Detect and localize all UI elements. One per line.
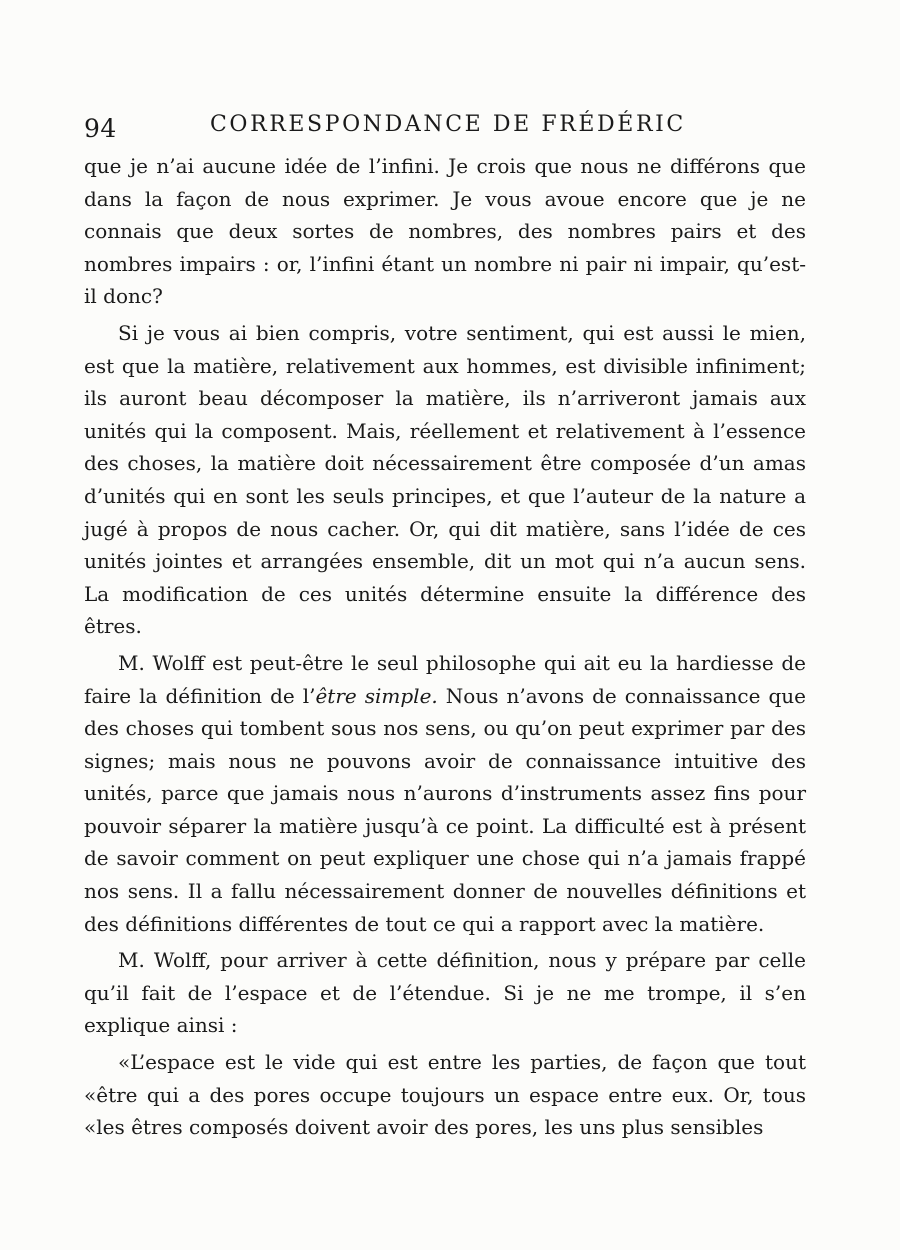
paragraph-1: que je n’ai aucune idée de l’infini. Je crois que nous ne différons que dans la façon de nous exprimer. Je vous avoue encore que je ne connais que deux sortes de nombres, des nombres pairs et des nombres impairs : or, l’infini étant un nombre ni pair ni impair, qu’est-il donc? <box>84 154 806 309</box>
paragraph-5-quotation: «L’espace est le vide qui est entre les parties, de façon que tout «être qui a des pores occupe toujours un espace entre eux. Or, tous «les êtres composés doivent avoir des pores, les uns plus sensibles <box>84 1050 806 1140</box>
page-number: 94 <box>84 114 117 143</box>
paragraph-3-part-1: M. Wolff est peut-être le seul philosophe qui ait eu la hardiesse de faire la définition de l’ <box>84 650 806 708</box>
paragraph-4: M. Wolff, pour arriver à cette définition, nous y prépare par celle qu’il fait de l’espace et de l’étendue. Si je ne me trompe, il s’en explique ainsi : <box>84 948 806 1038</box>
body-text <box>84 150 806 1148</box>
paragraph-3 <box>84 647 806 940</box>
paragraph-3-italic-term: être simple. <box>315 683 438 708</box>
page-header <box>84 108 804 148</box>
paragraph-3-part-2: Nous n’avons de connaissance que des choses qui tombent sous nos sens, ou qu’on peut exprimer par des signes; mais nous ne pouvons avoir de connaissance intuitive des unités, parce que jamais nous n’aurons d’instruments assez fins pour pouvoir séparer la matière jusqu’à ce point. La difficulté est à présent de savoir comment on peut expliquer une chose qui n’a jamais frappé nos sens. Il a fallu nécessairement donner de nouvelles définitions et des définitions différentes de tout ce qui a rapport avec la matière. <box>84 683 806 936</box>
paragraph-2: Si je vous ai bien compris, votre sentiment, qui est aussi le mien, est que la matière, relativement aux hommes, est divisible infiniment; ils auront beau décomposer la matière, ils n’arriveront jamais aux unités qui la composent. Mais, réellement et relativement à l’essence des choses, la matière doit nécessairement être composée d’un amas d’unités qui en sont les seuls principes, et que l’auteur de la nature a jugé à propos de nous cacher. Or, qui dit matière, sans l’idée de ces unités jointes et arrangées ensemble, dit un mot qui n’a aucun sens. La modification de ces unités détermine ensuite la différence des êtres. <box>84 320 806 639</box>
running-head: CORRESPONDANCE DE FRÉDÉRIC <box>210 112 686 137</box>
